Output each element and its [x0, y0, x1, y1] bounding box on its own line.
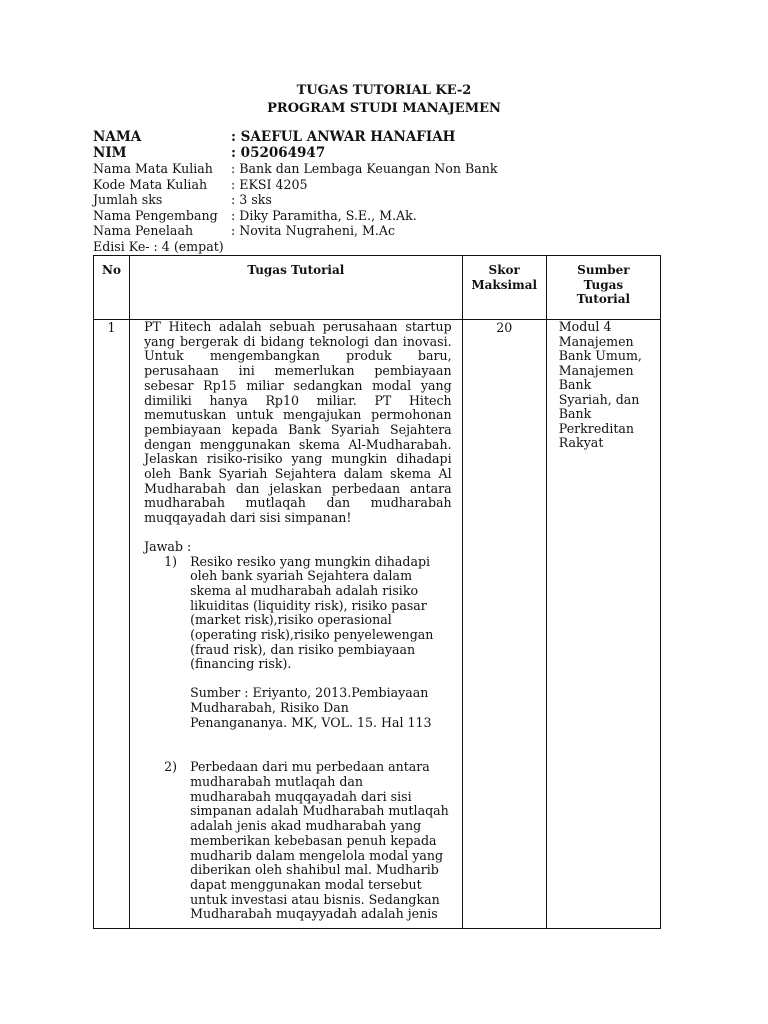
program-title: PROGRAM STUDI MANAJEMEN: [267, 101, 501, 116]
header-source-line: Tugas: [583, 277, 624, 292]
source-cell: [546, 320, 660, 929]
info-label: Nama Pengembang: [93, 207, 218, 223]
header-source-line: Sumber: [577, 263, 630, 277]
assignment-title: TUGAS TUTORIAL KE-2: [296, 83, 472, 98]
source-line: Rakyat: [558, 435, 604, 450]
info-label: Nama Penelaah: [93, 223, 194, 238]
info-value: : 052064947: [231, 144, 326, 161]
info-label: NAMA: [93, 129, 142, 145]
header-score-line: Maksimal: [471, 277, 538, 292]
answer-item-1: [144, 555, 452, 731]
header-score-line: Skor: [488, 263, 520, 277]
task-cell: [130, 320, 463, 929]
source-line: Syariah, dan: [558, 391, 640, 407]
table-header-row: [94, 256, 661, 320]
info-value: : 3 sks: [231, 192, 272, 207]
info-value: : Novita Nugraheni, M.Ac: [231, 223, 396, 238]
source-line: Manajemen: [558, 333, 634, 349]
answer-line: (operating risk),risiko penyelewengan: [190, 627, 434, 643]
answer-line: mudharib dalam mengelola modal yang: [190, 847, 444, 863]
info-label: Nama Mata Kuliah: [93, 161, 213, 176]
info-value: : Bank dan Lembaga Keuangan Non Bank: [231, 161, 498, 176]
answer-line: untuk investasi atau bisnis. Sedangkan: [190, 891, 440, 907]
source-line: Bank: [558, 406, 592, 421]
answer-number: 2): [164, 759, 177, 775]
info-row-developer: [93, 208, 693, 224]
info-row-code: [93, 177, 693, 193]
header-source: [546, 256, 660, 320]
answer-line: mudharabah mutlaqah dan: [190, 773, 364, 789]
row-number: 1: [94, 320, 130, 929]
info-value: : SAEFUL ANWAR HANAFIAH: [231, 129, 456, 145]
edition-text: Edisi Ke- : 4 (empat): [93, 238, 224, 254]
tutorial-table: [93, 255, 661, 929]
answer-line: (financing risk).: [190, 656, 292, 672]
info-row-sks: [93, 192, 693, 208]
source-line: Bank: [558, 377, 592, 392]
info-row-nim: [93, 146, 693, 162]
info-row-course: [93, 161, 693, 177]
source-line: Manajemen: [558, 362, 634, 378]
answer-line: diberikan oleh shahibul mal. Mudharib: [190, 862, 439, 878]
info-row-nama: [93, 130, 693, 146]
answer-line: Perbedaan dari mu perbedaan antara: [190, 759, 430, 775]
answer-line: simpanan adalah Mudharabah mutlaqah: [190, 803, 449, 819]
answer-line: (fraud risk), dan risiko pembiayaan: [190, 641, 416, 657]
info-value: : EKSI 4205: [231, 176, 308, 192]
answer-line: memberikan kebebasan penuh kepada: [190, 832, 437, 848]
info-label: Jumlah sks: [93, 192, 163, 207]
answer-source-line: Penangananya. MK, VOL. 15. Hal 113: [190, 714, 432, 730]
answer-line: oleh bank syariah Sejahtera dalam: [190, 568, 413, 584]
source-line: Modul 4: [558, 319, 612, 334]
answer-number: 1): [164, 553, 177, 569]
question-text: PT Hitech adalah sebuah perusahaan startup yang bergerak di bidang teknologi dan inovasi. Untuk mengembangkan produk baru, perusahaan ini memerlukan pembiayaan sebesar Rp15 miliar sedangkan modal yang dimiliki hanya Rp10 miliar. PT Hitech memutuskan untuk mengajukan permohonan pembiayaan kepada Bank Syariah Sejahtera dengan menggunakan skema Al-Mudharabah. Jelaskan risiko-risiko yang mungkin dihadapi oleh Bank Syariah Sejahtera dalam skema Al Mudharabah dan jelaskan perbedaan antara mudharabah mutlaqah dan mudharabah muqqayadah dari sisi simpanan!: [144, 319, 452, 526]
score-cell: 20: [462, 320, 546, 929]
info-row-edition: [93, 239, 693, 255]
table-row: [94, 320, 661, 929]
answer-line: skema al mudharabah adalah risiko: [190, 582, 419, 598]
answer-line: Mudharabah muqayyadah adalah jenis: [190, 906, 438, 922]
answer-line: mudharabah muqqayadah dari sisi: [190, 788, 412, 804]
answer-line: Resiko resiko yang mungkin dihadapi: [190, 553, 431, 569]
info-label: NIM: [93, 144, 127, 161]
header-source-line: Tutorial: [576, 292, 631, 306]
info-row-reviewer: [93, 223, 693, 239]
answer-line: (market risk),risiko operasional: [190, 612, 392, 628]
answer-source-line: Mudharabah, Risiko Dan: [190, 699, 349, 715]
header-score: [462, 256, 546, 320]
answer-line: dapat menggunakan modal tersebut: [190, 876, 422, 892]
header-task: Tugas Tutorial: [130, 256, 463, 320]
header-no: No: [94, 256, 130, 320]
answer-item-2: [144, 760, 452, 922]
student-info: [93, 130, 693, 254]
answer-line: adalah jenis akad mudharabah yang: [190, 818, 422, 834]
source-line: Perkreditan: [558, 420, 635, 436]
answer-source-line: Sumber : Eriyanto, 2013.Pembiayaan: [190, 685, 429, 701]
source-line: Bank Umum,: [558, 348, 642, 363]
answer-label: Jawab :: [144, 538, 192, 554]
info-label: Kode Mata Kuliah: [93, 176, 208, 192]
answer-line: likuiditas (liquidity risk), risiko pasar: [190, 597, 427, 613]
info-value: : Diky Paramitha, S.E., M.Ak.: [231, 207, 417, 223]
